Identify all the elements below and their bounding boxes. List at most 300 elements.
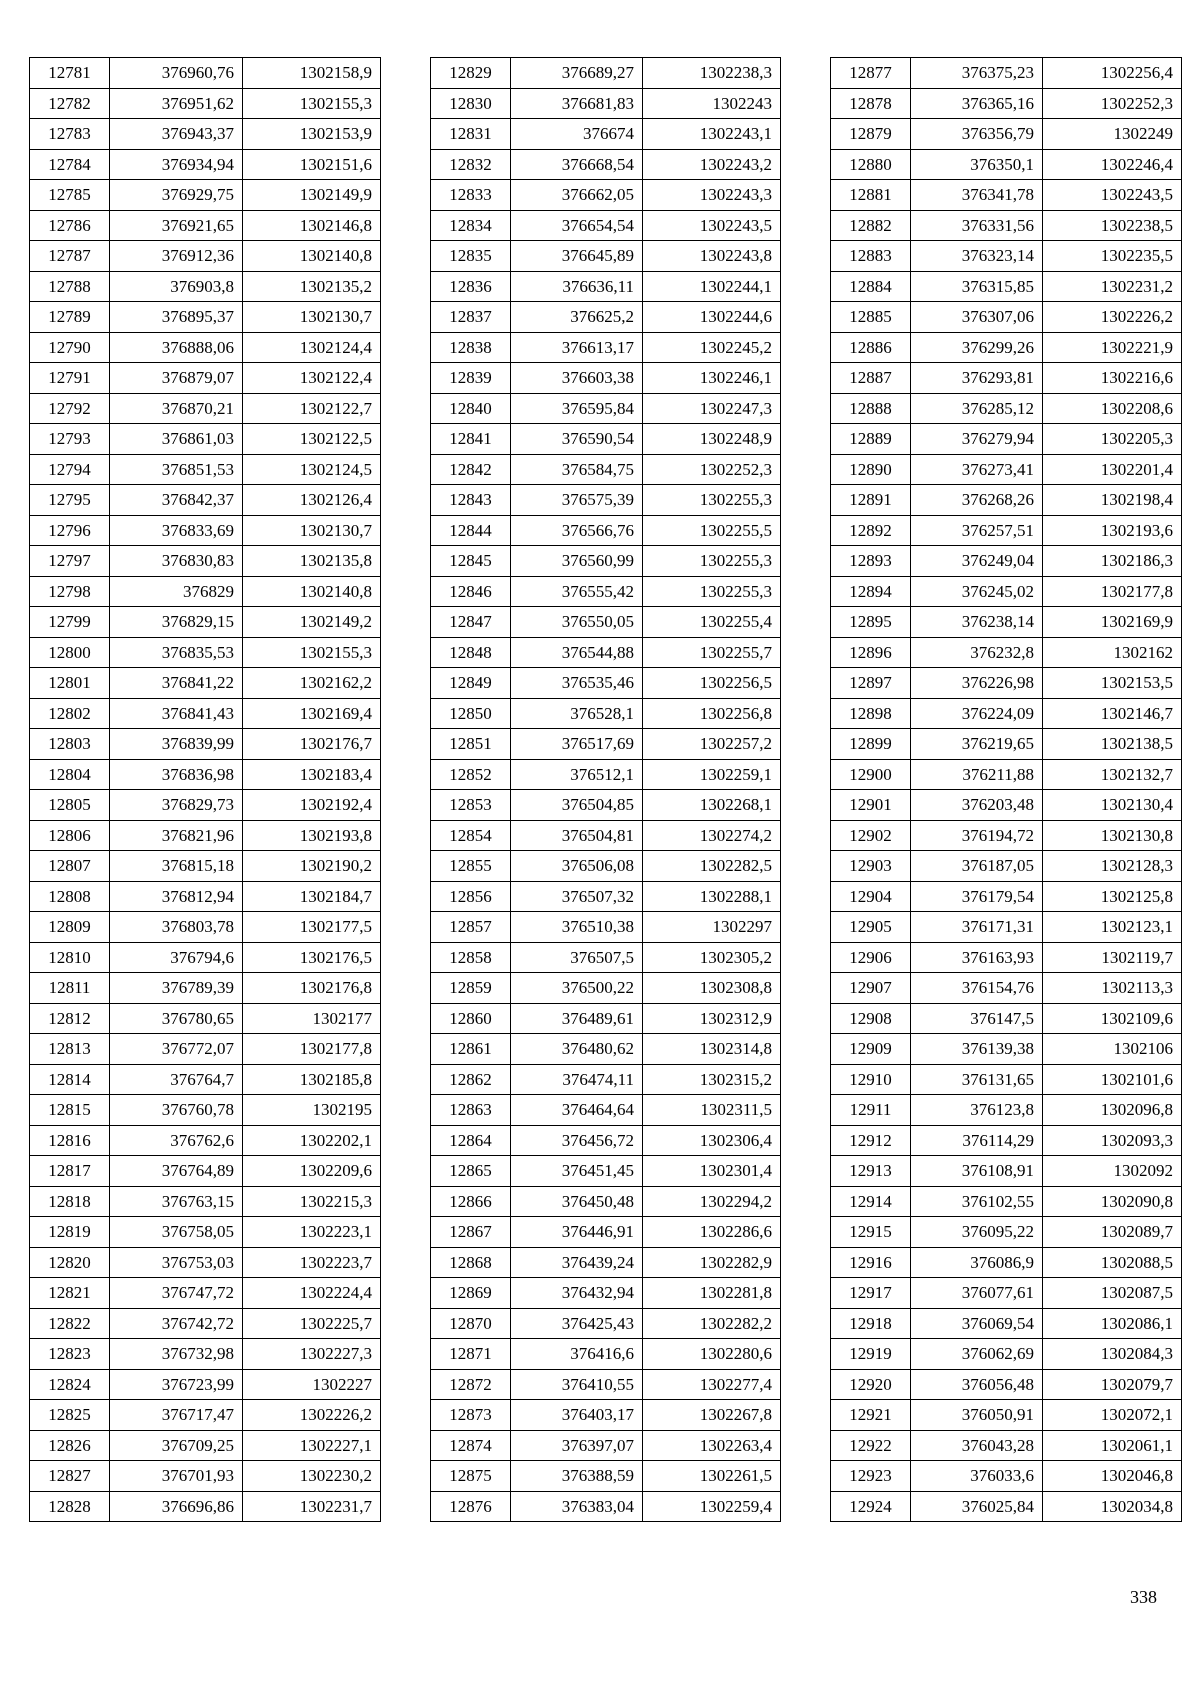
table-row	[831, 546, 1182, 577]
table-row	[30, 58, 381, 89]
table-row	[831, 1430, 1182, 1461]
table-row	[30, 119, 381, 150]
y-coordinate-cell: 1302072,1	[1043, 1400, 1182, 1431]
point-number-cell: 12814	[30, 1064, 110, 1095]
table-row	[831, 881, 1182, 912]
x-coordinate-cell: 376139,38	[911, 1034, 1043, 1065]
x-coordinate-cell: 376069,54	[911, 1308, 1043, 1339]
x-coordinate-cell: 376812,94	[110, 881, 243, 912]
x-coordinate-cell: 376764,7	[110, 1064, 243, 1095]
y-coordinate-cell: 1302259,1	[643, 759, 781, 790]
table-row	[831, 1156, 1182, 1187]
point-number-cell: 12872	[431, 1369, 511, 1400]
y-coordinate-cell: 1302255,5	[643, 515, 781, 546]
x-coordinate-cell: 376821,96	[110, 820, 243, 851]
x-coordinate-cell: 376279,94	[911, 424, 1043, 455]
table-row	[831, 1308, 1182, 1339]
table-row	[431, 332, 781, 363]
table-row	[831, 241, 1182, 272]
point-number-cell: 12916	[831, 1247, 911, 1278]
point-number-cell: 12924	[831, 1491, 911, 1522]
table-row	[30, 1308, 381, 1339]
y-coordinate-cell: 1302176,8	[243, 973, 381, 1004]
x-coordinate-cell: 376474,11	[511, 1064, 643, 1095]
point-number-cell: 12801	[30, 668, 110, 699]
x-coordinate-cell: 376717,47	[110, 1400, 243, 1431]
coordinates-table-right	[830, 57, 1182, 1522]
x-coordinate-cell: 376171,31	[911, 912, 1043, 943]
y-coordinate-cell: 1302149,9	[243, 180, 381, 211]
table-row	[431, 424, 781, 455]
x-coordinate-cell: 376943,37	[110, 119, 243, 150]
table-row	[431, 1369, 781, 1400]
x-coordinate-cell: 376179,54	[911, 881, 1043, 912]
table-row	[30, 1156, 381, 1187]
x-coordinate-cell: 376268,26	[911, 485, 1043, 516]
y-coordinate-cell: 1302231,2	[1043, 271, 1182, 302]
table-row	[30, 1003, 381, 1034]
table-row	[30, 1278, 381, 1309]
point-number-cell: 12849	[431, 668, 511, 699]
table-row	[431, 1247, 781, 1278]
x-coordinate-cell: 376232,8	[911, 637, 1043, 668]
table-row	[831, 790, 1182, 821]
y-coordinate-cell: 1302252,3	[1043, 88, 1182, 119]
table-row	[30, 1430, 381, 1461]
table-row	[30, 576, 381, 607]
y-coordinate-cell: 1302246,4	[1043, 149, 1182, 180]
table-row	[431, 851, 781, 882]
table-row	[831, 973, 1182, 1004]
table-row	[431, 912, 781, 943]
y-coordinate-cell: 1302238,3	[643, 58, 781, 89]
y-coordinate-cell: 1302209,6	[243, 1156, 381, 1187]
table-body	[431, 58, 781, 1522]
table-row	[30, 271, 381, 302]
x-coordinate-cell: 376794,6	[110, 942, 243, 973]
x-coordinate-cell: 376842,37	[110, 485, 243, 516]
y-coordinate-cell: 1302169,4	[243, 698, 381, 729]
point-number-cell: 12915	[831, 1217, 911, 1248]
y-coordinate-cell: 1302231,7	[243, 1491, 381, 1522]
x-coordinate-cell: 376689,27	[511, 58, 643, 89]
y-coordinate-cell: 1302227	[243, 1369, 381, 1400]
y-coordinate-cell: 1302146,7	[1043, 698, 1182, 729]
table-row	[431, 1400, 781, 1431]
y-coordinate-cell: 1302305,2	[643, 942, 781, 973]
point-number-cell: 12841	[431, 424, 511, 455]
table-row	[30, 973, 381, 1004]
table-row	[831, 668, 1182, 699]
table-row	[431, 515, 781, 546]
point-number-cell: 12826	[30, 1430, 110, 1461]
point-number-cell: 12850	[431, 698, 511, 729]
table-row	[831, 607, 1182, 638]
y-coordinate-cell: 1302128,3	[1043, 851, 1182, 882]
point-number-cell: 12859	[431, 973, 511, 1004]
x-coordinate-cell: 376555,42	[511, 576, 643, 607]
y-coordinate-cell: 1302046,8	[1043, 1461, 1182, 1492]
point-number-cell: 12911	[831, 1095, 911, 1126]
y-coordinate-cell: 1302126,4	[243, 485, 381, 516]
point-number-cell: 12852	[431, 759, 511, 790]
x-coordinate-cell: 376315,85	[911, 271, 1043, 302]
y-coordinate-cell: 1302123,1	[1043, 912, 1182, 943]
point-number-cell: 12808	[30, 881, 110, 912]
table-row	[431, 1186, 781, 1217]
table-row	[831, 485, 1182, 516]
y-coordinate-cell: 1302092	[1043, 1156, 1182, 1187]
point-number-cell: 12802	[30, 698, 110, 729]
table-row	[431, 729, 781, 760]
table-row	[431, 1339, 781, 1370]
point-number-cell: 12862	[431, 1064, 511, 1095]
point-number-cell: 12838	[431, 332, 511, 363]
point-number-cell: 12823	[30, 1339, 110, 1370]
table-row	[30, 210, 381, 241]
point-number-cell: 12905	[831, 912, 911, 943]
table-row	[30, 1125, 381, 1156]
x-coordinate-cell: 376203,48	[911, 790, 1043, 821]
x-coordinate-cell: 376245,02	[911, 576, 1043, 607]
x-coordinate-cell: 376123,8	[911, 1095, 1043, 1126]
point-number-cell: 12917	[831, 1278, 911, 1309]
x-coordinate-cell: 376732,98	[110, 1339, 243, 1370]
y-coordinate-cell: 1302193,8	[243, 820, 381, 851]
y-coordinate-cell: 1302130,7	[243, 515, 381, 546]
point-number-cell: 12845	[431, 546, 511, 577]
table-row	[431, 607, 781, 638]
point-number-cell: 12827	[30, 1461, 110, 1492]
x-coordinate-cell: 376517,69	[511, 729, 643, 760]
y-coordinate-cell: 1302277,4	[643, 1369, 781, 1400]
point-number-cell: 12923	[831, 1461, 911, 1492]
x-coordinate-cell: 376613,17	[511, 332, 643, 363]
y-coordinate-cell: 1302184,7	[243, 881, 381, 912]
point-number-cell: 12846	[431, 576, 511, 607]
point-number-cell: 12871	[431, 1339, 511, 1370]
point-number-cell: 12811	[30, 973, 110, 1004]
point-number-cell: 12904	[831, 881, 911, 912]
point-number-cell: 12796	[30, 515, 110, 546]
point-number-cell: 12910	[831, 1064, 911, 1095]
y-coordinate-cell: 1302109,6	[1043, 1003, 1182, 1034]
point-number-cell: 12793	[30, 424, 110, 455]
y-coordinate-cell: 1302086,1	[1043, 1308, 1182, 1339]
table-row	[30, 485, 381, 516]
y-coordinate-cell: 1302153,9	[243, 119, 381, 150]
table-row	[431, 1156, 781, 1187]
point-number-cell: 12858	[431, 942, 511, 973]
point-number-cell: 12878	[831, 88, 911, 119]
table-row	[30, 363, 381, 394]
table-row	[431, 1217, 781, 1248]
y-coordinate-cell: 1302243,5	[643, 210, 781, 241]
x-coordinate-cell: 376760,78	[110, 1095, 243, 1126]
x-coordinate-cell: 376654,54	[511, 210, 643, 241]
x-coordinate-cell: 376365,16	[911, 88, 1043, 119]
x-coordinate-cell: 376861,03	[110, 424, 243, 455]
table-row	[831, 1186, 1182, 1217]
table-row	[431, 1278, 781, 1309]
point-number-cell: 12922	[831, 1430, 911, 1461]
point-number-cell: 12809	[30, 912, 110, 943]
x-coordinate-cell: 376356,79	[911, 119, 1043, 150]
x-coordinate-cell: 376163,93	[911, 942, 1043, 973]
table-row	[831, 637, 1182, 668]
point-number-cell: 12879	[831, 119, 911, 150]
point-number-cell: 12807	[30, 851, 110, 882]
table-row	[831, 759, 1182, 790]
point-number-cell: 12844	[431, 515, 511, 546]
table-row	[30, 88, 381, 119]
table-row	[831, 1247, 1182, 1278]
x-coordinate-cell: 376147,5	[911, 1003, 1043, 1034]
table-row	[431, 180, 781, 211]
point-number-cell: 12805	[30, 790, 110, 821]
point-number-cell: 12869	[431, 1278, 511, 1309]
point-number-cell: 12913	[831, 1156, 911, 1187]
x-coordinate-cell: 376762,6	[110, 1125, 243, 1156]
point-number-cell: 12874	[431, 1430, 511, 1461]
x-coordinate-cell: 376102,55	[911, 1186, 1043, 1217]
point-number-cell: 12903	[831, 851, 911, 882]
y-coordinate-cell: 1302315,2	[643, 1064, 781, 1095]
point-number-cell: 12831	[431, 119, 511, 150]
y-coordinate-cell: 1302176,7	[243, 729, 381, 760]
point-number-cell: 12864	[431, 1125, 511, 1156]
point-number-cell: 12781	[30, 58, 110, 89]
x-coordinate-cell: 376763,15	[110, 1186, 243, 1217]
point-number-cell: 12847	[431, 607, 511, 638]
y-coordinate-cell: 1302130,4	[1043, 790, 1182, 821]
table-row	[831, 302, 1182, 333]
y-coordinate-cell: 1302034,8	[1043, 1491, 1182, 1522]
table-row	[831, 1369, 1182, 1400]
point-number-cell: 12891	[831, 485, 911, 516]
y-coordinate-cell: 1302252,3	[643, 454, 781, 485]
table-row	[30, 729, 381, 760]
x-coordinate-cell: 376528,1	[511, 698, 643, 729]
y-coordinate-cell: 1302088,5	[1043, 1247, 1182, 1278]
point-number-cell: 12797	[30, 546, 110, 577]
point-number-cell: 12840	[431, 393, 511, 424]
x-coordinate-cell: 376062,69	[911, 1339, 1043, 1370]
table-row	[30, 515, 381, 546]
point-number-cell: 12791	[30, 363, 110, 394]
x-coordinate-cell: 376219,65	[911, 729, 1043, 760]
point-number-cell: 12857	[431, 912, 511, 943]
y-coordinate-cell: 1302061,1	[1043, 1430, 1182, 1461]
y-coordinate-cell: 1302248,9	[643, 424, 781, 455]
x-coordinate-cell: 376550,05	[511, 607, 643, 638]
point-number-cell: 12812	[30, 1003, 110, 1034]
point-number-cell: 12861	[431, 1034, 511, 1065]
x-coordinate-cell: 376108,91	[911, 1156, 1043, 1187]
point-number-cell: 12818	[30, 1186, 110, 1217]
x-coordinate-cell: 376293,81	[911, 363, 1043, 394]
table-row	[431, 485, 781, 516]
y-coordinate-cell: 1302227,3	[243, 1339, 381, 1370]
table-row	[30, 607, 381, 638]
point-number-cell: 12824	[30, 1369, 110, 1400]
table-row	[30, 424, 381, 455]
table-row	[30, 881, 381, 912]
point-number-cell: 12789	[30, 302, 110, 333]
x-coordinate-cell: 376681,83	[511, 88, 643, 119]
table-row	[831, 1125, 1182, 1156]
y-coordinate-cell: 1302140,8	[243, 576, 381, 607]
point-number-cell: 12829	[431, 58, 511, 89]
x-coordinate-cell: 376912,36	[110, 241, 243, 272]
x-coordinate-cell: 376323,14	[911, 241, 1043, 272]
table-row	[831, 1003, 1182, 1034]
y-coordinate-cell: 1302282,5	[643, 851, 781, 882]
y-coordinate-cell: 1302205,3	[1043, 424, 1182, 455]
x-coordinate-cell: 376723,99	[110, 1369, 243, 1400]
table-row	[30, 637, 381, 668]
table-row	[831, 1400, 1182, 1431]
point-number-cell: 12908	[831, 1003, 911, 1034]
y-coordinate-cell: 1302140,8	[243, 241, 381, 272]
table-row	[431, 1125, 781, 1156]
point-number-cell: 12836	[431, 271, 511, 302]
point-number-cell: 12902	[831, 820, 911, 851]
table-row	[831, 393, 1182, 424]
point-number-cell: 12893	[831, 546, 911, 577]
x-coordinate-cell: 376504,85	[511, 790, 643, 821]
y-coordinate-cell: 1302177,5	[243, 912, 381, 943]
y-coordinate-cell: 1302193,6	[1043, 515, 1182, 546]
y-coordinate-cell: 1302306,4	[643, 1125, 781, 1156]
y-coordinate-cell: 1302158,9	[243, 58, 381, 89]
table-row	[30, 790, 381, 821]
point-number-cell: 12919	[831, 1339, 911, 1370]
y-coordinate-cell: 1302101,6	[1043, 1064, 1182, 1095]
point-number-cell: 12843	[431, 485, 511, 516]
table-row	[431, 363, 781, 394]
x-coordinate-cell: 376480,62	[511, 1034, 643, 1065]
x-coordinate-cell: 376753,03	[110, 1247, 243, 1278]
y-coordinate-cell: 1302162,2	[243, 668, 381, 699]
point-number-cell: 12855	[431, 851, 511, 882]
point-number-cell: 12921	[831, 1400, 911, 1431]
point-number-cell: 12784	[30, 149, 110, 180]
table-row	[831, 1034, 1182, 1065]
x-coordinate-cell: 376645,89	[511, 241, 643, 272]
table-row	[30, 912, 381, 943]
point-number-cell: 12884	[831, 271, 911, 302]
y-coordinate-cell: 1302243,5	[1043, 180, 1182, 211]
point-number-cell: 12815	[30, 1095, 110, 1126]
x-coordinate-cell: 376077,61	[911, 1278, 1043, 1309]
table-body	[30, 58, 381, 1522]
point-number-cell: 12851	[431, 729, 511, 760]
x-coordinate-cell: 376625,2	[511, 302, 643, 333]
y-coordinate-cell: 1302192,4	[243, 790, 381, 821]
x-coordinate-cell: 376425,43	[511, 1308, 643, 1339]
point-number-cell: 12832	[431, 149, 511, 180]
x-coordinate-cell: 376464,64	[511, 1095, 643, 1126]
table-row	[431, 942, 781, 973]
point-number-cell: 12783	[30, 119, 110, 150]
table-row	[30, 851, 381, 882]
y-coordinate-cell: 1302124,5	[243, 454, 381, 485]
y-coordinate-cell: 1302280,6	[643, 1339, 781, 1370]
x-coordinate-cell: 376114,29	[911, 1125, 1043, 1156]
table-row	[431, 546, 781, 577]
y-coordinate-cell: 1302308,8	[643, 973, 781, 1004]
table-row	[831, 1064, 1182, 1095]
table-row	[431, 668, 781, 699]
table-row	[431, 698, 781, 729]
y-coordinate-cell: 1302155,3	[243, 637, 381, 668]
y-coordinate-cell: 1302246,1	[643, 363, 781, 394]
point-number-cell: 12865	[431, 1156, 511, 1187]
point-number-cell: 12792	[30, 393, 110, 424]
x-coordinate-cell: 376224,09	[911, 698, 1043, 729]
y-coordinate-cell: 1302151,6	[243, 149, 381, 180]
x-coordinate-cell: 376830,83	[110, 546, 243, 577]
table-row	[30, 454, 381, 485]
x-coordinate-cell: 376709,25	[110, 1430, 243, 1461]
y-coordinate-cell: 1302176,5	[243, 942, 381, 973]
table-row	[831, 149, 1182, 180]
x-coordinate-cell: 376662,05	[511, 180, 643, 211]
point-number-cell: 12886	[831, 332, 911, 363]
x-coordinate-cell: 376331,56	[911, 210, 1043, 241]
x-coordinate-cell: 376249,04	[911, 546, 1043, 577]
table-row	[30, 1247, 381, 1278]
point-number-cell: 12834	[431, 210, 511, 241]
y-coordinate-cell: 1302259,4	[643, 1491, 781, 1522]
table-row	[831, 454, 1182, 485]
y-coordinate-cell: 1302286,6	[643, 1217, 781, 1248]
y-coordinate-cell: 1302079,7	[1043, 1369, 1182, 1400]
x-coordinate-cell: 376410,55	[511, 1369, 643, 1400]
table-row	[831, 1095, 1182, 1126]
table-row	[30, 302, 381, 333]
y-coordinate-cell: 1302195	[243, 1095, 381, 1126]
x-coordinate-cell: 376446,91	[511, 1217, 643, 1248]
point-number-cell: 12817	[30, 1156, 110, 1187]
y-coordinate-cell: 1302119,7	[1043, 942, 1182, 973]
y-coordinate-cell: 1302301,4	[643, 1156, 781, 1187]
table-row	[831, 271, 1182, 302]
table-row	[431, 759, 781, 790]
point-number-cell: 12876	[431, 1491, 511, 1522]
point-number-cell: 12790	[30, 332, 110, 363]
x-coordinate-cell: 376439,24	[511, 1247, 643, 1278]
table-row	[831, 698, 1182, 729]
y-coordinate-cell: 1302281,8	[643, 1278, 781, 1309]
x-coordinate-cell: 376841,43	[110, 698, 243, 729]
x-coordinate-cell: 376350,1	[911, 149, 1043, 180]
y-coordinate-cell: 1302255,7	[643, 637, 781, 668]
point-number-cell: 12880	[831, 149, 911, 180]
point-number-cell: 12842	[431, 454, 511, 485]
point-number-cell: 12828	[30, 1491, 110, 1522]
table-row	[831, 515, 1182, 546]
point-number-cell: 12787	[30, 241, 110, 272]
point-number-cell: 12830	[431, 88, 511, 119]
x-coordinate-cell: 376510,38	[511, 912, 643, 943]
y-coordinate-cell: 1302243,1	[643, 119, 781, 150]
table-row	[431, 1461, 781, 1492]
y-coordinate-cell: 1302122,4	[243, 363, 381, 394]
table-row	[431, 393, 781, 424]
y-coordinate-cell: 1302208,6	[1043, 393, 1182, 424]
